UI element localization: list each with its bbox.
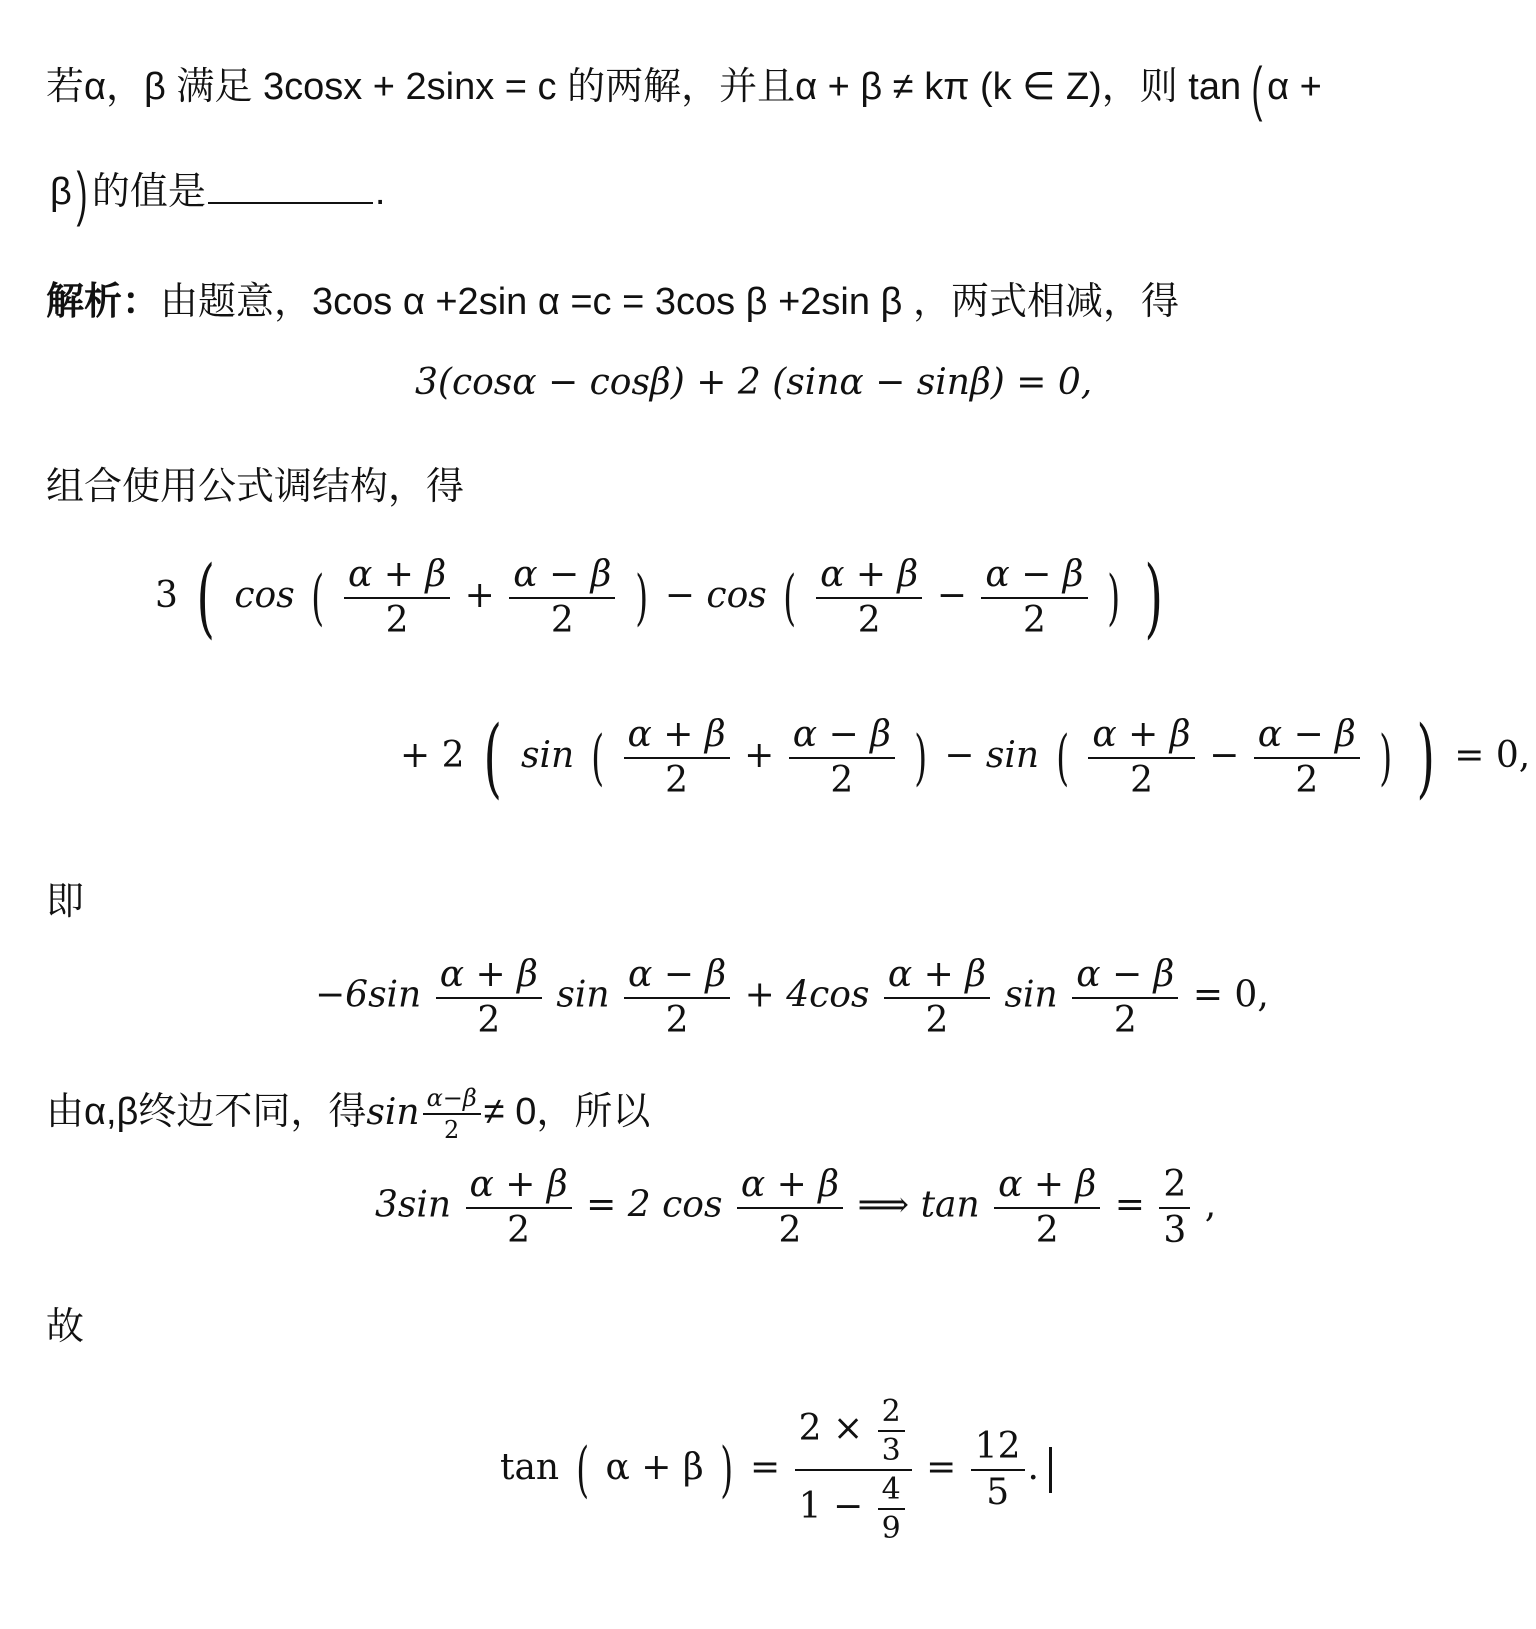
eq2a-cos-1: cos [234,575,295,616]
eq4-eq: = 2 cos [586,1184,723,1226]
problem-line-1 [46,54,1322,122]
eq4-tail: , [1204,1184,1217,1226]
eq2a-frac-2: $\frac{\alpha - \beta}{2}$ [509,555,615,640]
equation-2b [400,708,1531,808]
eq2b-tail: = 0, [1454,735,1531,776]
eq4-implies: ⟹ tan [857,1184,980,1226]
eq2a-coef: 3 [155,575,178,616]
eq5-open: ( [575,1435,589,1505]
eq4-frac-1: $\frac{\alpha + \beta}{2}$ [466,1165,572,1250]
eq3-frac-1: $\frac{\alpha + \beta}{2}$ [436,955,542,1040]
equation-1 [415,362,1092,403]
eq5-close: ) [720,1435,734,1505]
eq2a-close-2: ) [1107,563,1121,633]
eq2b-open-1: ( [590,723,604,793]
eq2a-frac-1: $\frac{\alpha + \beta}{2}$ [344,555,450,640]
eq2b-frac-4: $\frac{\alpha - \beta}{2}$ [1254,715,1360,800]
eq3-frac-4: $\frac{\alpha - \beta}{2}$ [1072,955,1178,1040]
eq5-den-frac: $\frac{4}{9}$ [878,1473,905,1545]
eq3-frac-3: $\frac{\alpha + \beta}{2}$ [884,955,990,1040]
eq5-result-frac: $\frac{12}{5}$ [971,1427,1025,1512]
eq4-c1: 3sin [375,1184,452,1226]
solution-label: 解析： [46,281,161,323]
eq2a-frac-4: $\frac{\alpha - \beta}{2}$ [981,555,1087,640]
eq4-frac-2: $\frac{\alpha + \beta}{2}$ [737,1165,843,1250]
eq2a-plus: + [464,575,495,616]
step-4-pre: 由α,β终边不同，得 [46,1091,367,1133]
eq2b-frac-3: $\frac{\alpha + \beta}{2}$ [1088,715,1194,800]
step-2-text [46,455,464,510]
eq3-tail: = 0, [1192,974,1269,1016]
eq5-dot: . [1027,1447,1039,1488]
eq2a-close-1: ) [635,563,649,633]
eq2b-minus: − [944,735,975,776]
eq2b-close-big: ) [1416,708,1436,808]
eq4-frac-3: $\frac{\alpha + \beta}{2}$ [994,1165,1100,1250]
equation-1-text: 3(cosα − cosβ) + 2 (sinα − sinβ) = 0, [415,362,1093,403]
step-4-post: ≠ 0，所以 [483,1091,651,1133]
step-4-text [46,1080,650,1143]
eq4-result-frac: $\frac{2}{3}$ [1159,1165,1190,1250]
equation-5 [500,1395,1052,1545]
step-5-label: 故 [46,1306,85,1348]
eq2a-minus: − [664,575,695,616]
eq4-eq2: = [1114,1184,1145,1226]
eq2a-open-2: ( [783,563,797,633]
eq2b-minus-2: − [1209,735,1240,776]
eq2b-close-1: ) [914,723,928,793]
eq2a-close-big: ) [1144,548,1163,648]
eq3-c2: + 4cos [744,974,870,1016]
eq2b-sin-1: sin [520,735,575,776]
step-2-label: 组合使用公式调结构，得 [46,466,465,508]
eq2b-open-2: ( [1055,723,1069,793]
step-3-text [46,870,84,925]
eq3-sin-1: sin [556,974,610,1016]
step-5-text [46,1295,84,1350]
eq2a-cos-2: cos [706,575,767,616]
problem-line-2 [50,159,386,227]
eq2b-close-2: ) [1379,723,1393,793]
eq5-tan: tan [500,1447,560,1488]
eq3-sin-2: sin [1004,974,1058,1016]
step-3-label: 即 [46,881,85,923]
equation-2a [155,548,1170,648]
step-4-sin: sin [366,1092,420,1133]
problem-question: 的值是 [91,171,206,213]
problem-text: 若α，β 满足 3cosx + 2sinx = c 的两解，并且α + β ≠ kπ (k ∈ Z)，则 tan [46,66,1242,108]
solution-intro [46,270,1179,325]
eq2b-open-big: ( [483,708,502,808]
eq3-c1: −6sin [315,974,422,1016]
eq5-num-frac: $\frac{2}{3}$ [878,1395,905,1467]
problem-beta: β [50,171,72,213]
eq2a-open-1: ( [311,563,325,633]
solution-intro-text: 由题意，3cos α +2sin α =c = 3cos β +2sin β ，两式相减，得 [160,281,1179,323]
equation-4 [375,1165,1216,1250]
eq2b-frac-1: $\frac{\alpha + \beta}{2}$ [624,715,730,800]
eq5-eq: = [749,1447,781,1488]
text-cursor [1049,1447,1052,1493]
eq2a-frac-3: $\frac{\alpha + \beta}{2}$ [816,555,922,640]
problem-text-tail: α + [1267,66,1322,108]
eq2a-open-big: ( [196,548,216,648]
eq2b-frac-2: $\frac{\alpha - \beta}{2}$ [789,715,895,800]
eq3-frac-2: $\frac{\alpha - \beta}{2}$ [624,955,730,1040]
eq5-eq2: = [926,1447,957,1488]
eq2b-sin-2: sin [985,735,1040,776]
eq2b-coef: + 2 [400,735,465,776]
eq2b-plus: + [744,735,775,776]
left-paren: ( [1251,54,1263,122]
answer-blank [208,176,373,204]
equation-3 [315,955,1269,1040]
step-4-frac: $\frac{\alpha-\beta}{2}$ [423,1085,481,1144]
eq2a-minus-2: − [936,575,967,616]
eq5-main-frac: 2 × $\frac{2}{3}$ 1 − $\frac{4}{9}$ [795,1395,912,1545]
eq5-ab: α + β [605,1447,704,1488]
right-paren: ) [76,159,88,227]
problem-period: . [374,171,386,213]
